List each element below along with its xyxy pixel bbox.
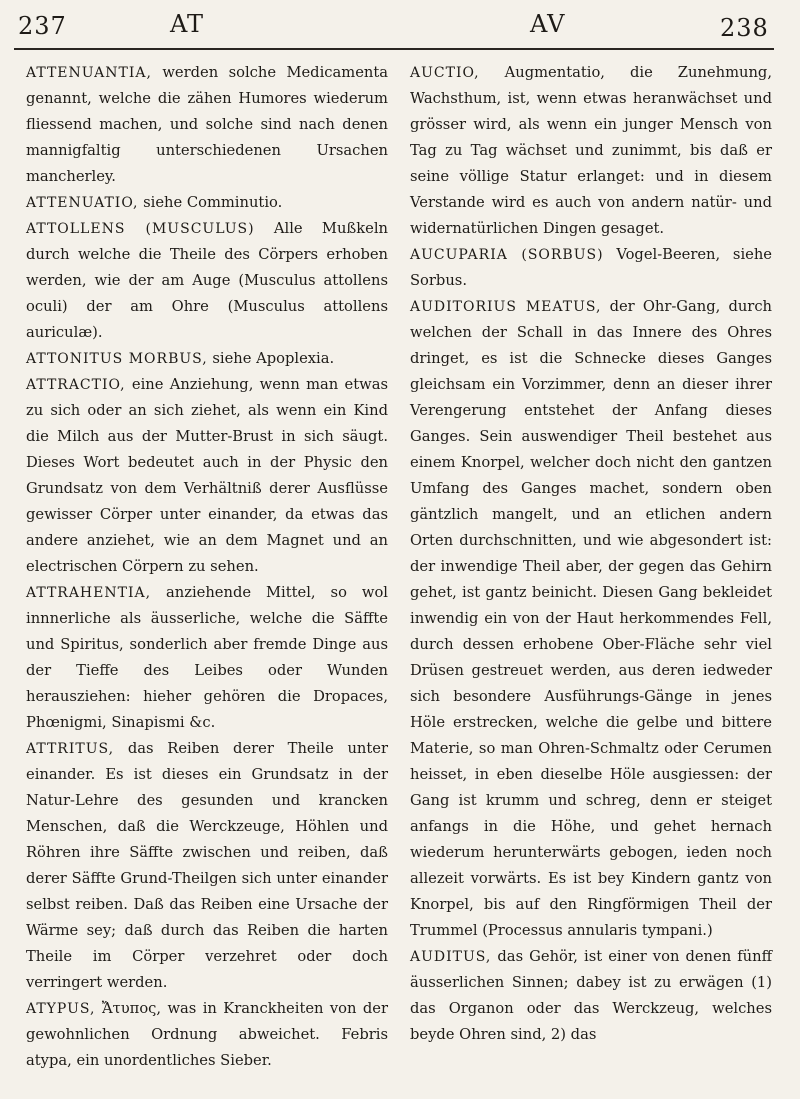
entry-term: ATYPUS, [26,1001,96,1017]
entry-term: AUDITORIUS MEATUS, [410,299,602,315]
entry-term: ATTRACTIO, [26,377,126,393]
entry-text: das Gehör, ist einer von denen fünff äusserlichen Sinnen; dabey ist zu erwägen (1) das Organon oder das Werckzeug, welches beyde Ohren sind, 2) das [410,948,772,1043]
right-column [410,60,772,1048]
running-headword-right: AV [530,10,566,38]
entry-text: Vogel-Beeren, siehe Sorbus. [410,246,772,289]
entry-term: ATTENUATIO, [26,195,139,211]
entry-term: ATTRAHENTIA, [26,585,152,601]
dictionary-entry [26,346,388,372]
entry-text: anziehende Mittel, so wol innnerliche als äusserliche, welche die Säffte und Spiritus, sonderlich aber fremde Dinge aus der Tieffe des Leibes oder Wunden herausziehen: hieher gehören die Dropaces, Phœnigmi, Sinapismi &c. [26,584,388,731]
dictionary-entry [410,242,772,294]
entry-text: Alle Mußkeln durch welche die Theile des Cörpers erhoben werden, wie der am Auge (Musculus attollens oculi) der am Ohre (Musculus attollens auriculæ). [26,220,388,341]
entry-text: Ἄτυπος, was in Kranckheiten von der gewohnlichen Ordnung abweichet. Febris atypa, ein unordentliches Sieber. [26,1000,388,1069]
dictionary-entry [26,996,388,1074]
entry-text: Augmentatio, die Zunehmung, Wachsthum, ist, wenn etwas heranwächset und grösser wird, als wenn ein junger Mensch von Tag zu Tag wächset und zunimmt, bis daß er seine völlige Statur erlanget: und in diesem Verstande wird es auch von andern natür- und widernatürlichen Dingen gesaget. [410,64,772,237]
entry-term: AUDITUS, [410,949,492,965]
entry-text: werden solche Medicamenta genannt, welche die zähen Humores wiederum fliessend machen, und solche sind nach denen mannigfaltig unterschiedenen Ursachen mancherley. [26,64,389,185]
entry-term: ATTRITUS, [26,741,115,757]
running-headword-left: AT [170,10,205,38]
header-rule [14,48,774,50]
page-number-right: 238 [720,14,769,42]
entry-term: ATTENUANTIA, [26,65,152,81]
page-number-left: 237 [18,12,67,40]
dictionary-entry [410,60,772,242]
dictionary-entry [26,736,388,996]
dictionary-entry [26,60,388,190]
left-column [26,60,388,1074]
entry-term: AUCUPARIA (SORBUS) [410,247,604,263]
entry-term: ATTOLLENS (MUSCULUS) [26,221,255,237]
dictionary-entry [410,944,772,1048]
entry-text: siehe Apoplexia. [212,350,335,367]
entry-text: eine Anziehung, wenn man etwas zu sich oder an sich ziehet, als wenn ein Kind die Milch aus der Mutter-Brust in sich säugt. Dieses Wort bedeutet auch in der Physic den Grundsatz von dem Verhältniß derer Ausflüsse gewisser Cörper unter einander, da etwas das andere anziehet, wie an dem Magnet und an electrischen Cörpern zu sehen. [26,376,388,575]
dictionary-entry [26,580,388,736]
dictionary-entry [26,372,388,580]
dictionary-entry [410,294,772,944]
entry-term: AUCTIO, [410,65,480,81]
entry-text: das Reiben derer Theile unter einander. Es ist dieses ein Grundsatz in der Natur-Lehre des gesunden und krancken Menschen, daß die Werckzeuge, Höhlen und Röhren ihre Säffte zwischen und reiben, daß derer Säffte Grund-Theilgen sich unter einander selbst reiben. Daß das Reiben eine Ursache der Wärme sey; daß durch das Reiben die harten Theile im Cörper verzehret oder doch verringert werden. [26,740,388,991]
entry-text: siehe Comminutio. [143,194,283,211]
entry-text: der Ohr-Gang, durch welchen der Schall in das Innere des Ohres dringet, es ist die Schnecke dieses Ganges gleichsam ein Vorzimmer, denn an dieser ihrer Verengerung entstehet der Anfang dieses Ganges. Sein auswendiger Theil bestehet aus einem Knorpel, welcher doch nicht den gantzen Umfang des Ganges machet, sondern oben gäntzlich mangelt, und an etlichen andern Orten durchschnitten, und wie abgesondert ist: der inwendige Theil aber, der gegen das Gehirn gehet, ist gantz beinicht. Diesen Gang bekleidet inwendig ein von der Haut herkommendes Fell, durch dessen erhobene Ober-Fläche sehr viel Drüsen gestreuet werden, aus deren iedweder sich besondere Ausführungs-Gänge in jenes Höle erstrecken, welche die gelbe und bittere Materie, so man Ohren-Schmaltz oder Cerumen heisset, in eben dieselbe Höle ausgiessen: der Gang ist krumm und schreg, denn er steiget anfangs in die Höhe, und gehet hernach wiederum herunterwärts gebogen, ieden noch allezeit vorwärts. Es ist bey Kindern gantz von Knorpel, bis auf den Ringförmigen Theil der Trummel (Processus annularis tympani.) [410,298,773,939]
dictionary-entry [26,216,388,346]
dictionary-entry [26,190,388,216]
entry-term: ATTONITUS MORBUS, [26,351,208,367]
